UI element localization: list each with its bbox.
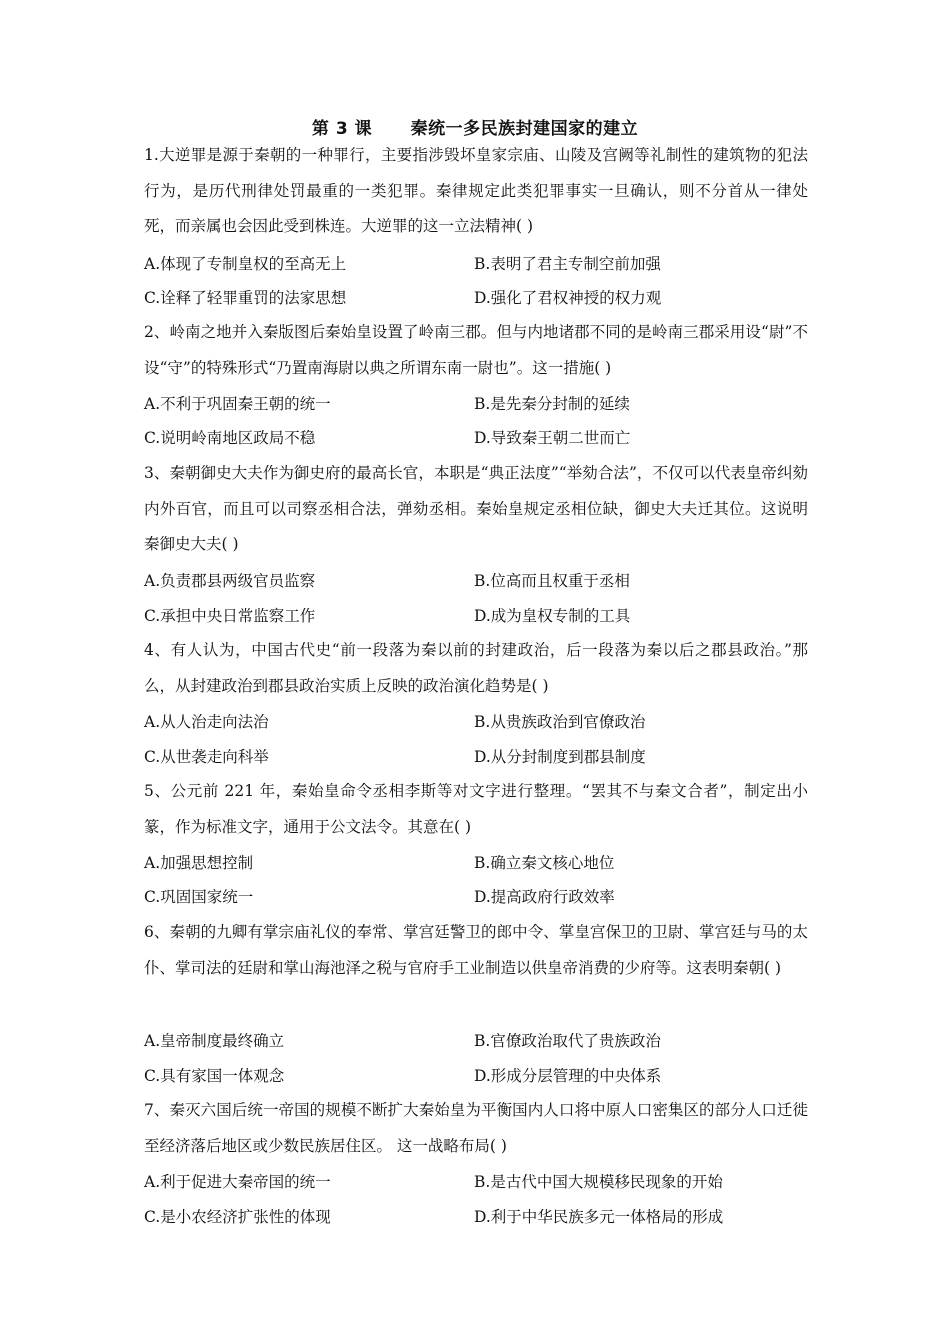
question-2-option-c: C.说明岭南地区政局不稳 [144,429,316,447]
question-2-option-b: B.是先秦分封制的延续 [474,395,630,413]
question-4-option-b: B.从贵族政治到官僚政治 [474,713,646,731]
question-2-stem: 2、岭南之地并入秦版图后秦始皇设置了岭南三郡。但与内地诸郡不同的是岭南三郡采用设“尉”不设“守”的特殊形式“乃置南海尉以典之所谓东南一尉也”。这一措施( ) [144,323,808,377]
question-3-stem: 3、秦朝御史大夫作为御史府的最高长官，本职是“典正法度”“举劾合法”，不仅可以代表皇帝纠劾内外百官，而且可以司察丞相合法，弹劾丞相。秦始皇规定丞相位缺，御史大夫迁其位。这说明秦御史大夫( ) [144,464,808,553]
question-1-option-a: A.体现了专制皇权的至高无上 [144,255,347,273]
question-7-option-d: D.利于中华民族多元一体格局的形成 [474,1208,724,1226]
question-2-option-a: A.不利于巩固秦王朝的统一 [144,395,331,413]
lesson-title: 第 3 课 秦统一多民族封建国家的建立 [311,119,639,139]
question-1-option-d: D.强化了君权神授的权力观 [474,289,662,307]
question-2-option-d: D.导致秦王朝二世而亡 [474,429,631,447]
question-4-option-c: C.从世袭走向科举 [144,748,269,766]
question-4-option-a: A.从人治走向法治 [144,713,269,731]
question-6-option-c: C.具有家国一体观念 [144,1067,285,1085]
question-4-option-d: D.从分封制度到郡县制度 [474,748,646,766]
question-6-stem: 6、秦朝的九卿有掌宗庙礼仪的奉常、掌宫廷警卫的郎中令、掌皇宫保卫的卫尉、掌宫廷与马的太仆、掌司法的廷尉和掌山海池泽之税与官府手工业制造以供皇帝消费的少府等。这表明秦朝( ) [144,923,808,977]
question-4-stem: 4、有人认为，中国古代史“前一段落为秦以前的封建政治，后一段落为秦以后之郡县政治。”那么，从封建政治到郡县政治实质上反映的政治演化趋势是( ) [144,641,808,695]
question-1-stem: 1.大逆罪是源于秦朝的一种罪行，主要指涉毁坏皇家宗庙、山陵及宫阙等礼制性的建筑物的犯法行为，是历代刑律处罚最重的一类犯罪。秦律规定此类犯罪事实一旦确认，则不分首从一律处死，而亲属也会因此受到株连。大逆罪的这一立法精神( ) [144,146,808,235]
question-7-option-b: B.是古代中国大规模移民现象的开始 [474,1173,723,1191]
question-5-option-b: B.确立秦文核心地位 [474,854,615,872]
question-1-option-b: B.表明了君主专制空前加强 [474,255,661,273]
question-3-option-a: A.负责郡县两级官员监察 [144,572,316,590]
question-7-stem: 7、秦灭六国后统一帝国的规模不断扩大秦始皇为平衡国内人口将中原人口密集区的部分人口迁徙至经济落后地区或少数民族居住区。 这一战略布局( ) [144,1101,808,1155]
question-1-option-c: C.诠释了轻罪重罚的法家思想 [144,289,347,307]
question-6-option-a: A.皇帝制度最终确立 [144,1032,285,1050]
question-6-option-d: D.形成分层管理的中央体系 [474,1067,662,1085]
question-3-option-d: D.成为皇权专制的工具 [474,607,631,625]
question-3-option-b: B.位高而且权重于丞相 [474,572,630,590]
question-7-option-a: A.利于促进大秦帝国的统一 [144,1173,331,1191]
question-5-option-a: A.加强思想控制 [144,854,254,872]
question-5-option-d: D.提高政府行政效率 [474,888,615,906]
question-5-stem: 5、公元前 221 年，秦始皇命令丞相李斯等对文字进行整理。“罢其不与秦文合者”，制定出小篆，作为标准文字，通用于公文法令。其意在( ) [144,782,808,836]
question-5-option-c: C.巩固国家统一 [144,888,254,906]
question-3-option-c: C.承担中央日常监察工作 [144,607,316,625]
question-7-option-c: C.是小农经济扩张性的体现 [144,1208,331,1226]
question-6-option-b: B.官僚政治取代了贵族政治 [474,1032,661,1050]
